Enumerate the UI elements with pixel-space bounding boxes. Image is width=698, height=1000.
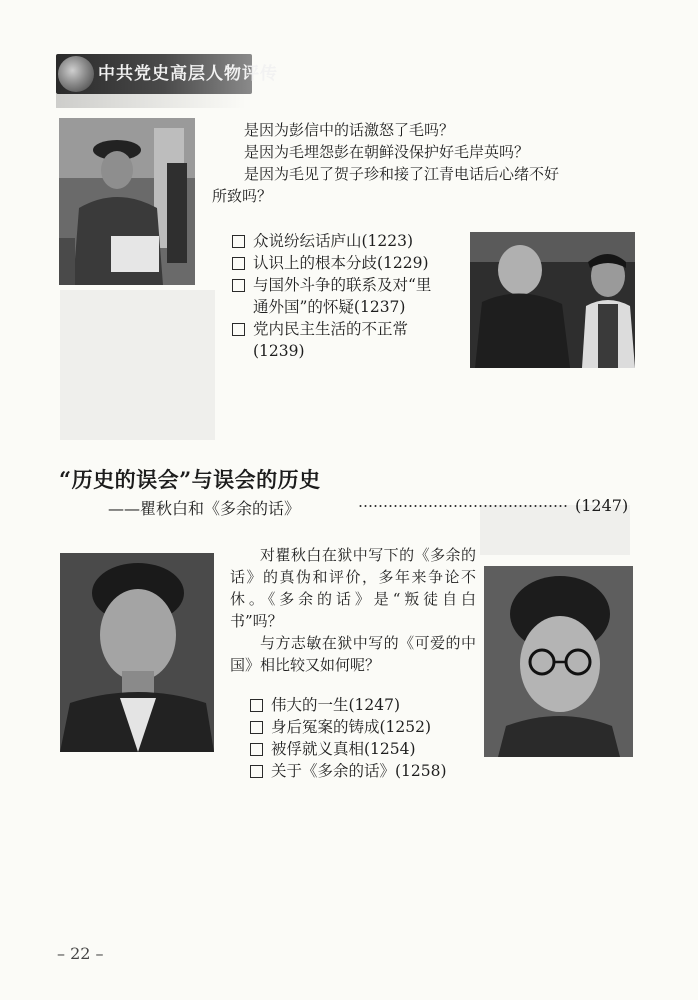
checkbox-icon: [250, 699, 263, 712]
photo-two-men: [470, 232, 635, 368]
section-page-number: (1247): [575, 496, 629, 515]
list-item: [232, 274, 464, 318]
question-line: 是因为彭信中的话激怒了毛吗？: [244, 121, 455, 139]
list-item: [250, 738, 480, 760]
checkbox-icon: [232, 235, 245, 248]
question-line: 是因为毛见了贺子珍和接了江青电话后心绪不好: [244, 165, 560, 183]
bleed-through-shadow: [60, 290, 215, 440]
list-item: [232, 252, 464, 274]
section-subtitle: ——瞿秋白和《多余的话》: [108, 499, 301, 518]
photo-officer-uniform: [59, 118, 195, 285]
checkbox-icon: [250, 743, 263, 756]
checkbox-icon: [232, 279, 245, 292]
photo-young-man-portrait: [60, 553, 214, 752]
banner-shadow: [56, 94, 246, 108]
section-title: “历史的误会”与误会的历史: [59, 467, 321, 492]
list-item: [250, 716, 480, 738]
checkbox-icon: [250, 765, 263, 778]
list-item: [250, 694, 480, 716]
chapter-label: 认识上的根本分歧(1229): [253, 254, 429, 272]
party-emblem-icon: [58, 56, 94, 92]
bottom-chapter-list: [250, 694, 480, 782]
top-chapter-list: [232, 230, 464, 362]
chapter-label: 众说纷纭话庐山(1223): [253, 232, 414, 250]
question-line: 所致吗？: [212, 187, 273, 205]
intro-line: 对瞿秋白在狱中写下的《多余的话》的真伪和评价，多年来争论不休。《多余的话》是“叛徒自白书”吗？: [230, 546, 476, 630]
question-line: 是因为毛埋怨彭在朝鲜没保护好毛岸英吗？: [244, 143, 530, 161]
checkbox-icon: [232, 323, 245, 336]
dot-leader: [358, 505, 568, 507]
photo-man-with-glasses: [484, 566, 633, 757]
intro-paragraph: [230, 544, 476, 676]
chapter-label: 身后冤案的铸成(1252): [271, 718, 432, 736]
book-title: 中共党史高层人物评传: [98, 64, 278, 84]
list-item: [232, 318, 464, 362]
chapter-label: 关于《多余的话》(1258): [271, 762, 447, 780]
chapter-label: 伟大的一生(1247): [271, 696, 401, 714]
checkbox-icon: [250, 721, 263, 734]
chapter-label: 党内民主生活的不正常 (1239): [253, 320, 409, 360]
list-item: [232, 230, 464, 252]
list-item: [250, 760, 480, 782]
intro-line: 与方志敏在狱中写的《可爱的中国》相比较又如何呢？: [230, 634, 476, 674]
page-number: – 22 –: [57, 944, 104, 963]
checkbox-icon: [232, 257, 245, 270]
chapter-label: 与国外斗争的联系及对“里 通外国”的怀疑(1237): [253, 276, 432, 316]
chapter-label: 被俘就义真相(1254): [271, 740, 416, 758]
